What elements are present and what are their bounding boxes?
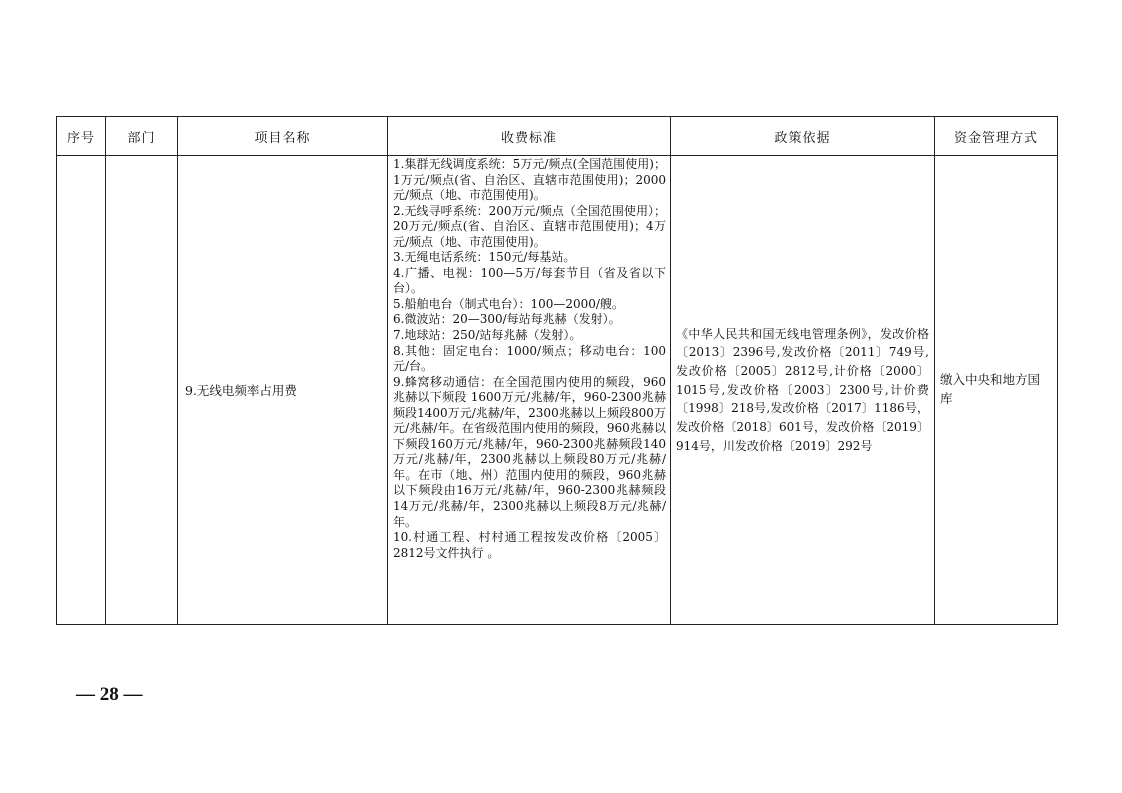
cell-fee-standard	[388, 156, 671, 625]
fee-standard-item: 4.广播、电视：100—5万/每套节目（省及省以下台）。	[393, 265, 666, 296]
fee-table	[56, 116, 1058, 625]
table-row	[57, 156, 1058, 625]
header-policy: 政策依据	[671, 117, 935, 156]
fee-standard-item: 3.无绳电话系统：150元/每基站。	[393, 250, 576, 265]
header-project: 项目名称	[178, 117, 388, 156]
fee-standard-item: 10.村通工程、村村通工程按发改价格〔2005〕2812号文件执行 。	[393, 530, 666, 560]
cell-seq	[57, 156, 106, 625]
fee-standard-item: 1.集群无线调度系统：5万元/频点(全国范围使用)；1万元/频点(省、自治区、直辖市范围使用)；2000元/频点（地、市范围使用)。	[393, 157, 666, 203]
cell-policy-basis: 《中华人民共和国无线电管理条例》，发改价格〔2013〕2396号,发改价格〔2011〕749号,发改价格〔2005〕2812号,计价格〔2000〕1015号,发改价格〔2003〕2300号,计价费〔1998〕218号,发改价格〔2017〕1186号，发改价格〔2018〕601号，发改价格〔2019〕914号，川发改价格〔2019〕292号	[671, 156, 935, 625]
page-number: — 28 —	[76, 684, 143, 705]
header-standard: 收费标准	[388, 117, 671, 156]
header-seq: 序号	[57, 117, 106, 156]
cell-project-name: 9.无线电频率占用费	[178, 156, 388, 625]
header-funds: 资金管理方式	[935, 117, 1058, 156]
fee-standard-item: 9.蜂窝移动通信：在全国范围内使用的频段，960兆赫以下频段 1600万元/兆赫/年，960-2300兆赫频段1400万元/兆赫/年，2300兆赫以上频段800万元/兆赫/年。在省级范围内使用的频段，960兆赫以下频段160万元/兆赫/年，960-2300兆赫频段140万元/兆赫/年，2300兆赫以上频段80万元/兆赫/年。在市（地、州）范围内使用的频段，960兆赫以下频段由16万元/兆赫/年，960-2300兆赫频段14万元/兆赫/年，2300兆赫以上频段8万元/兆赫/年。	[393, 374, 666, 529]
fee-standard-item: 7.地球站：250/站每兆赫（发射）。	[393, 328, 582, 343]
table-header-row	[57, 117, 1058, 156]
cell-dept	[106, 156, 178, 625]
fee-standard-item: 6.微波站：20—300/每站每兆赫（发射）。	[393, 312, 621, 327]
cell-funds-management: 缴入中央和地方国库	[935, 156, 1058, 625]
fee-standard-item: 8.其他：固定电台：1000/频点；移动电台：100元/台。	[393, 343, 666, 374]
fee-standard-item: 2.无线寻呼系统：200万元/频点（全国范围使用）；20万元/频点(省、自治区、直辖市范围使用)；4万元/频点（地、市范围使用)。	[393, 203, 666, 249]
fee-standard-item: 5.船舶电台（制式电台）：100—2000/艘。	[393, 296, 624, 311]
header-dept: 部门	[106, 117, 178, 156]
